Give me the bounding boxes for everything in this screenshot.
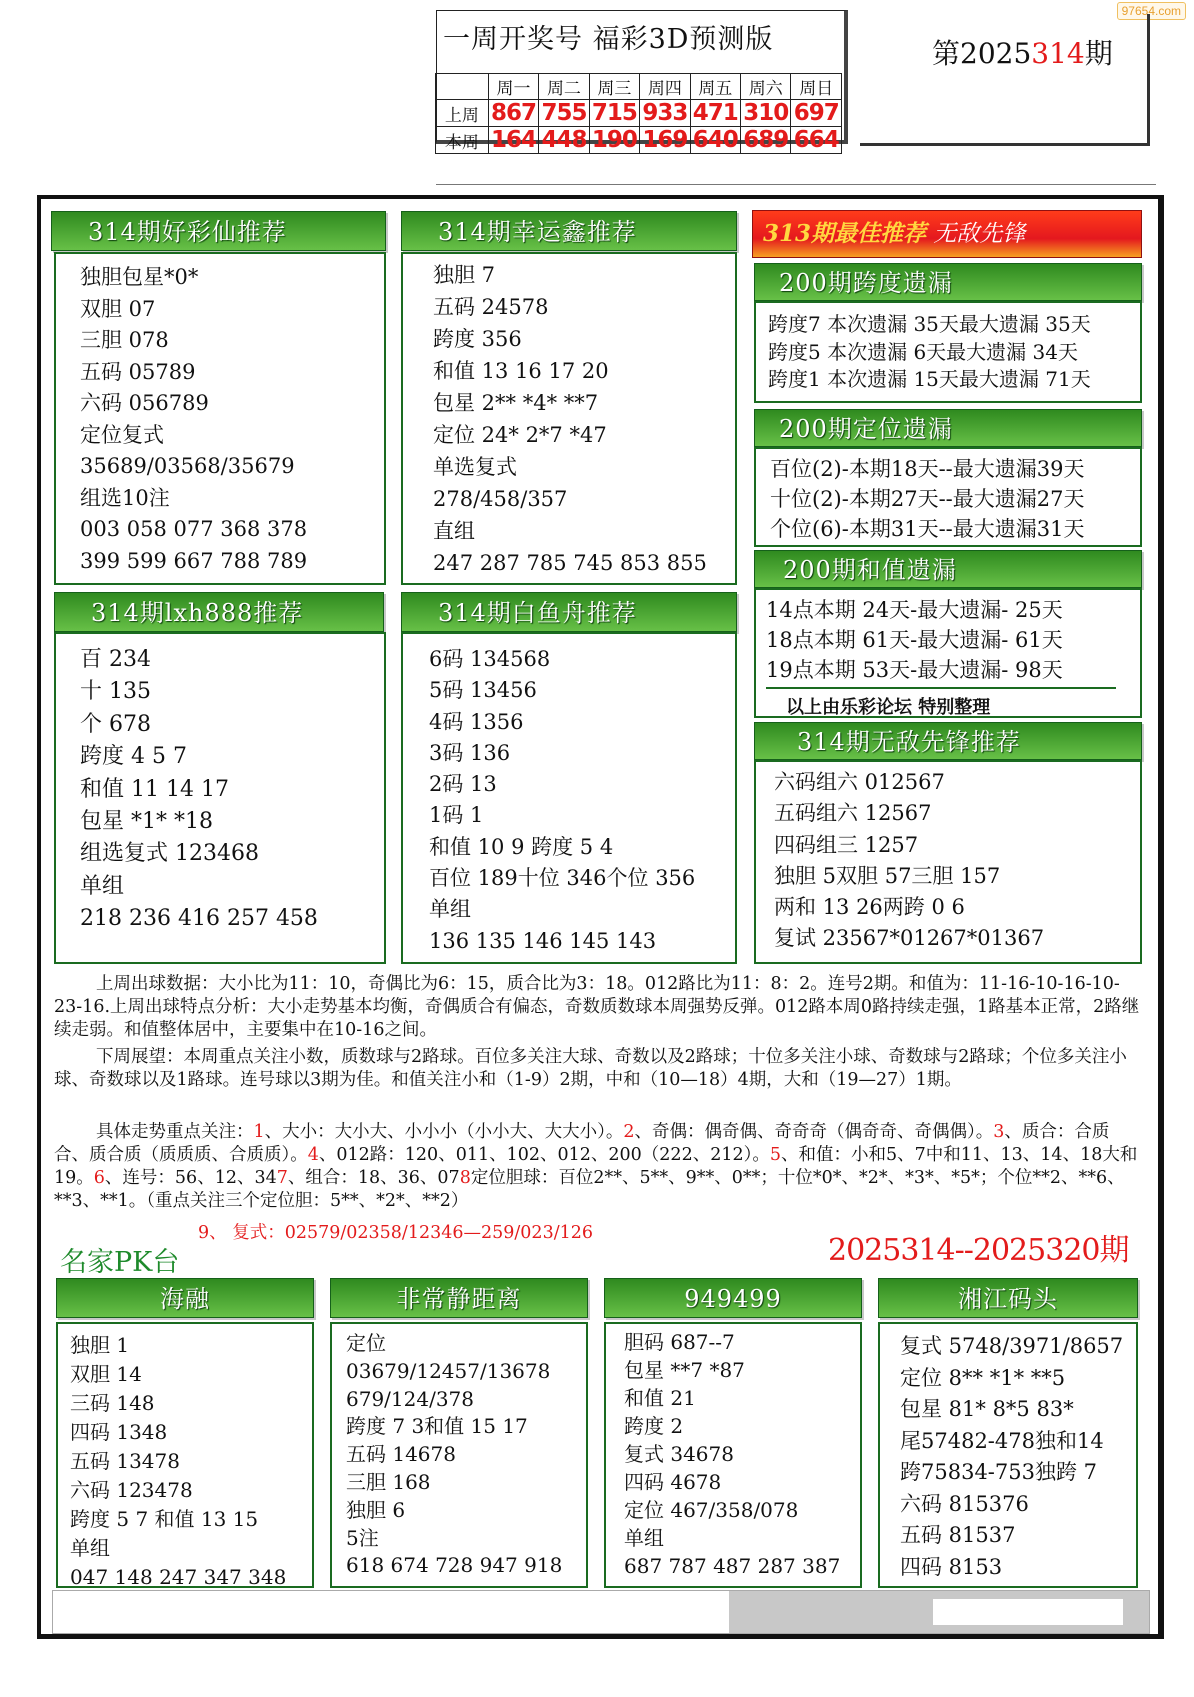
draw-number: 169: [640, 127, 690, 154]
focus-item: 、和值：小和5、7中和11、13、14、18大和19。: [54, 1145, 1138, 1188]
list-item: 136 135 146 145 143: [429, 928, 657, 953]
watermark[interactable]: 97654.com: [1117, 2, 1186, 20]
wudi-banner: [752, 210, 1142, 258]
list-item: 两和 13 26两跨 0 6: [774, 895, 965, 920]
table-header-row: [436, 74, 842, 100]
weekly-title: 一周开奖号 福彩3D预测版: [443, 24, 774, 55]
item-number: 8: [459, 1168, 471, 1188]
list-item: 618 674 728 947 918: [346, 1553, 563, 1578]
line-list: [433, 259, 707, 579]
list-item: 19点本期 53天-最大遗漏- 98天: [766, 658, 1063, 682]
issue-number: 314: [1031, 37, 1085, 70]
list-item: 百位(2)-本期18天--最大遗漏39天: [770, 457, 1085, 481]
list-item: 2码 13: [429, 772, 497, 797]
list-item: 218 236 416 257 458: [80, 906, 318, 932]
list-item: 跨度 5 7 和值 13 15: [70, 1507, 259, 1531]
day-label: 周二: [539, 74, 589, 100]
list-item: 复试 23567*01267*01367: [774, 926, 1045, 951]
item-number: 2: [623, 1122, 635, 1142]
draw-number: 933: [640, 100, 690, 127]
issue-suffix: 期: [1084, 37, 1113, 70]
table-row: [436, 127, 842, 154]
footer-blank: [933, 1599, 1123, 1625]
list-item: 个 678: [80, 711, 151, 737]
list-item: 18点本期 61天-最大遗漏- 61天: [766, 628, 1063, 652]
list-item: 定位 24* 2*7 *47: [433, 423, 607, 447]
focus-item: 、大小：大小大、小小小（小小大、大大小）。: [264, 1122, 624, 1142]
issue-range: 2025314--2025320期: [828, 1233, 1129, 1268]
list-item: 直组: [433, 519, 475, 543]
source-note: 以上由乐彩论坛 特别整理: [786, 697, 991, 718]
fushi-line: 9、 复式：02579/02358/12346—259/023/126: [198, 1223, 593, 1243]
list-item: 定位 8** *1* **5: [900, 1365, 1066, 1390]
panel-kuadu: [754, 301, 1142, 403]
draw-number: 867: [488, 100, 538, 127]
row-label: 本周: [436, 127, 489, 154]
list-item: 五码 81537: [900, 1523, 1016, 1547]
day-label: 周一: [488, 74, 538, 100]
list-item: 单选复式: [433, 455, 517, 479]
list-item: 包星 *1* *18: [80, 809, 213, 835]
list-item: 679/124/378: [346, 1386, 474, 1411]
day-label: 周日: [791, 74, 842, 100]
line-list: [429, 644, 695, 957]
divider: [766, 687, 1116, 689]
list-item: 3码 136: [429, 740, 511, 765]
list-item: 独胆 6: [346, 1497, 406, 1522]
list-item: 跨度 356: [433, 327, 522, 351]
list-item: 跨度 4 5 7: [80, 744, 187, 770]
panel-wudi: [754, 760, 1142, 964]
list-item: 1码 1: [429, 803, 484, 828]
list-item: 和值 10 9 跨度 5 4: [429, 834, 614, 859]
panel-header-dingwei: 200期定位遗漏: [754, 409, 1142, 447]
list-item: 跨度 7 3和值 15 17: [346, 1414, 528, 1439]
analysis-paragraph-2: 下周展望：本周重点关注小数，质数球与2路球。百位多关注大球、奇数以及2路球；十位多关注小球、奇数球与2路球；个位多关注小球、奇数球以及1路球。连号球以3期为佳。和值关注小和（1-9）2期，中和（10—18）4期，大和（19—27）1期。: [54, 1047, 1127, 1090]
list-item: 四码组三 1257: [774, 832, 919, 857]
list-item: 跨度5 本次遗漏 6天最大遗漏 34天: [768, 339, 1078, 364]
list-item: 定位复式: [80, 422, 164, 447]
panel-header-lxh888: 314期lxh888推荐: [54, 592, 384, 632]
list-item: 双胆 07: [80, 296, 156, 321]
panel-header-xingyunxin: 314期幸运鑫推荐: [401, 211, 737, 251]
line-list: [80, 262, 307, 577]
list-item: 定位 467/358/078: [624, 1498, 799, 1522]
panel-header-wudi: 314期无敌先锋推荐: [754, 722, 1142, 760]
list-item: 跨75834-753独跨 7: [900, 1460, 1098, 1484]
list-item: 五码 24578: [433, 295, 549, 319]
list-item: 独胆 1: [70, 1333, 130, 1357]
panel-header-hezhi: 200期和值遗漏: [754, 550, 1142, 588]
list-item: 六码组六 012567: [774, 770, 945, 794]
row-label: 上周: [436, 100, 489, 127]
list-item: 六码 123478: [70, 1478, 193, 1502]
list-item: 687 787 487 287 387: [624, 1554, 841, 1578]
panel-xingyunxin: [401, 252, 737, 585]
weekly-draw-table: [435, 73, 842, 154]
line-list: [770, 454, 1084, 544]
list-item: 包星 81* 8*5 83*: [900, 1397, 1074, 1421]
panel-haitong: [56, 1322, 314, 1588]
draw-number: 755: [539, 100, 589, 127]
banner-title: 313期最佳推荐: [763, 220, 927, 247]
panel-dingwei: [754, 447, 1142, 547]
line-list: [768, 311, 1091, 394]
list-item: 包星 **7 *87: [624, 1358, 745, 1382]
list-item: 4码 1356: [429, 709, 524, 734]
list-item: 003 058 077 368 378: [80, 517, 308, 541]
list-item: 35689/03568/35679: [80, 454, 295, 478]
table-row: [436, 100, 842, 127]
issue-title: [932, 32, 1113, 72]
focus-item: 、连号：56、12、34: [104, 1168, 277, 1188]
day-label: 周五: [690, 74, 740, 100]
analysis-paragraph-3: [54, 1121, 1140, 1213]
pk-title: 名家PK台: [60, 1247, 180, 1278]
list-item: 五码 13478: [70, 1449, 180, 1473]
list-item: 单组: [624, 1526, 664, 1550]
list-item: 十 135: [80, 679, 151, 705]
list-item: 胆码 687--7: [624, 1330, 735, 1354]
item-number: 3: [993, 1122, 1005, 1142]
footer-bar: [52, 1590, 1150, 1634]
list-item: 五码 05789: [80, 359, 196, 384]
list-item: 5注: [346, 1525, 379, 1550]
panel-hezhi: [754, 588, 1142, 718]
line-list: [624, 1328, 840, 1580]
weekly-draw-panel: [436, 10, 848, 153]
draw-number: 190: [589, 127, 639, 154]
focus-item: 、质合：合质合、质合质（质质质、合质质）。: [54, 1122, 1110, 1165]
table-corner: [436, 74, 489, 100]
draw-number: 471: [690, 100, 740, 127]
panel-header-haitong: 海融: [56, 1278, 314, 1318]
list-item: 六码 056789: [80, 391, 209, 415]
list-item: 百 234: [80, 647, 151, 672]
item-number: 4: [307, 1145, 319, 1165]
list-item: 和值 13 16 17 20: [433, 359, 609, 383]
list-item: 247 287 785 745 853 855: [433, 551, 707, 575]
list-item: 跨度 2: [624, 1414, 684, 1438]
day-label: 周六: [741, 74, 791, 100]
panel-lxh888: [54, 632, 386, 964]
list-item: 复式 5748/3971/8657: [900, 1334, 1124, 1358]
line-list: [900, 1331, 1123, 1583]
analysis-paragraph-1: 上周出球数据：大小比为11：10，奇偶比为6：15，质合比为3：18。012路比为11：8：2。连号2期。和值为：11-16-10-16-10-23-16.上周出球特点分析：大小走势基本均衡，奇偶质合有偏态，奇数质数球本周强势反弹。012路本周0路持续走强，1路基本正常，2路继续走弱。和值整体居中，主要集中在10-16之间。: [54, 974, 1140, 1040]
list-item: 单组: [429, 897, 471, 922]
list-item: 6码 134568: [429, 647, 551, 671]
list-item: 五码 14678: [346, 1442, 456, 1467]
draw-number: 310: [741, 100, 791, 127]
list-item: 尾57482-478独和14: [900, 1428, 1104, 1453]
panel-feichang: [330, 1322, 588, 1588]
list-item: 组选10注: [80, 485, 170, 510]
focus-item: 、组合：18、36、07: [287, 1168, 460, 1188]
list-item: 278/458/357: [433, 487, 568, 511]
line-list: [774, 767, 1044, 955]
list-item: 独胆包星*0*: [80, 265, 199, 289]
panel-header-xiangjiang: 湘江码头: [878, 1278, 1138, 1318]
list-item: 四码 4678: [624, 1470, 722, 1494]
list-item: 14点本期 24天-最大遗漏- 25天: [766, 598, 1063, 622]
list-item: 个位(6)-本期31天--最大遗漏31天: [770, 517, 1085, 541]
panel-xiangjiang: [878, 1322, 1138, 1588]
draw-number: 689: [741, 127, 791, 154]
panel-949499: [604, 1322, 862, 1588]
draw-number: 715: [589, 100, 639, 127]
list-item: 四码 1348: [70, 1420, 168, 1444]
list-item: 03679/12457/13678: [346, 1358, 551, 1383]
list-item: 三码 148: [70, 1391, 155, 1415]
panel-header-haocaixian: 314期好彩仙推荐: [51, 211, 386, 251]
draw-number: 164: [488, 127, 538, 154]
list-item: 定位: [346, 1331, 386, 1355]
list-item: 包星 2** *4* **7: [433, 391, 599, 415]
line-list: [766, 595, 1063, 685]
list-item: 5码 13456: [429, 678, 537, 703]
panel-header-feichang: 非常静距离: [330, 1278, 588, 1318]
focus-item: 、奇偶：偶奇偶、奇奇奇（偶奇奇、奇偶偶）。: [634, 1122, 994, 1142]
item-number: 6: [93, 1168, 105, 1188]
panel-header-kuadu: 200期跨度遗漏: [754, 263, 1142, 301]
list-item: 三胆 078: [80, 328, 169, 352]
list-item: 百位 189十位 346个位 356: [429, 866, 696, 891]
list-item: 跨度1 本次遗漏 15天最大遗漏 71天: [768, 367, 1091, 391]
divider: [436, 184, 1156, 185]
day-label: 周三: [589, 74, 639, 100]
list-item: 双胆 14: [70, 1362, 142, 1386]
list-item: 复式 34678: [624, 1442, 734, 1466]
draw-number: 640: [690, 127, 740, 154]
panel-baiyuzhou: [401, 632, 737, 964]
line-list: [80, 644, 318, 936]
draw-number: 697: [791, 100, 842, 127]
list-item: 和值 11 14 17: [80, 776, 229, 802]
focus-label: 具体走势重点关注：: [96, 1122, 254, 1142]
line-list: [70, 1331, 286, 1592]
list-item: 四码 8153: [900, 1554, 1003, 1579]
list-item: 单组: [80, 873, 125, 899]
item-number: 7: [276, 1168, 288, 1188]
issue-panel: [860, 14, 1150, 146]
list-item: 399 599 667 788 789: [80, 548, 308, 573]
day-label: 周四: [640, 74, 690, 100]
list-item: 跨度7 本次遗漏 35天最大遗漏 35天: [768, 312, 1091, 336]
list-item: 十位(2)-本期27天--最大遗漏27天: [770, 487, 1085, 511]
line-list: [346, 1330, 562, 1580]
draw-number: 664: [791, 127, 842, 154]
focus-item: 、012路：120、011、102、012、200（222、212）。: [318, 1145, 770, 1165]
issue-prefix: 第2025: [932, 37, 1032, 70]
panel-header-949499: 949499: [604, 1278, 862, 1318]
list-item: 六码 815376: [900, 1491, 1029, 1516]
list-item: 单组: [70, 1536, 110, 1560]
panel-header-baiyuzhou: 314期白鱼舟推荐: [401, 592, 737, 632]
list-item: 047 148 247 347 348: [70, 1565, 287, 1589]
item-number: 1: [253, 1122, 265, 1142]
banner-subtitle: 无敌先锋: [926, 221, 1026, 247]
list-item: 独胆 7: [433, 263, 496, 287]
list-item: 组选复式 123468: [80, 841, 259, 867]
list-item: 五码组六 12567: [774, 801, 932, 826]
item-number: 5: [769, 1145, 781, 1165]
draw-number: 448: [539, 127, 589, 154]
list-item: 独胆 5双胆 57三胆 157: [774, 863, 1001, 888]
focus-item: 定位胆球：百位2**、5**、9**、0**；十位*0*、*2*、*3*、*5*；个位**2、**6、**3、**1。（重点关注三个定位胆：5**、*2*、**2）: [54, 1168, 1125, 1211]
panel-haocaixian: [54, 252, 386, 585]
list-item: 和值 21: [624, 1386, 696, 1410]
list-item: 三胆 168: [346, 1469, 431, 1494]
